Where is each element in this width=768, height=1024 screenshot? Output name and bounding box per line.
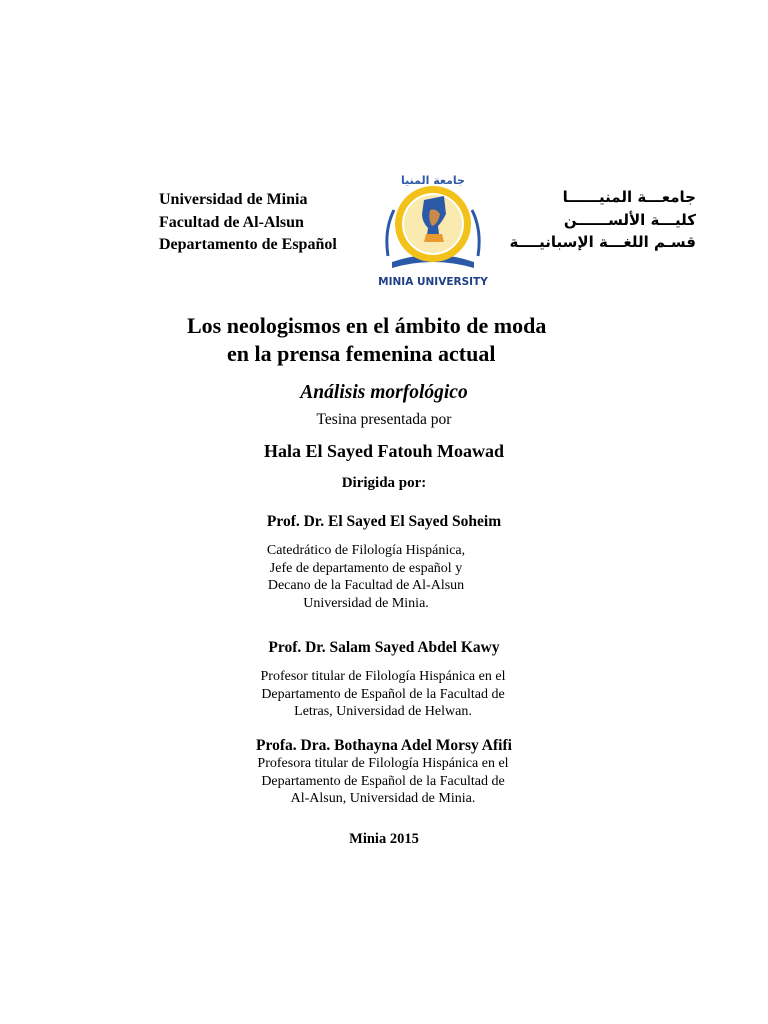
directed-by-label: Dirigida por: xyxy=(341,475,427,491)
advisor-1-affiliation xyxy=(248,542,484,612)
affiliation-line: Profesora titular de Filología Hispánica en el xyxy=(257,756,509,771)
affiliation-line: Departamento de Español de la Facultad de xyxy=(261,773,505,789)
institution-header-arabic xyxy=(510,186,696,254)
affiliation-line: Departamento de Español de la Facultad de xyxy=(261,686,505,702)
advisor-3-affiliation xyxy=(228,755,538,808)
university-name: Universidad de Minia xyxy=(159,191,308,208)
presented-by-label: Tesina presentada por xyxy=(316,411,452,428)
author-name: Hala El Sayed Fatouh Moawad xyxy=(263,441,505,461)
affiliation-line: Al-Alsun, Universidad de Minia. xyxy=(290,791,476,806)
advisor-2-name: Prof. Dr. Salam Sayed Abdel Kawy xyxy=(268,639,500,656)
faculty-name-arabic: كليـــة الألســــــن xyxy=(563,210,696,229)
nefertiti-bust-emblem-icon xyxy=(374,170,492,292)
advisor-2-affiliation xyxy=(228,668,538,721)
affiliation-line: Profesor titular de Filología Hispánica en el xyxy=(260,669,506,684)
thesis-title-line-2: en la prensa femenina actual xyxy=(227,341,496,366)
place-and-date: Minia 2015 xyxy=(349,831,419,847)
department-name-arabic: قسـم اللغـــة الإسبانيــــة xyxy=(509,233,696,251)
logo-top-text: جامعة المنيا xyxy=(401,174,465,187)
affiliation-line: Universidad de Minia. xyxy=(303,595,429,611)
affiliation-line: Decano de la Facultad de Al-Alsun xyxy=(267,578,465,593)
institution-header-spanish xyxy=(159,189,337,257)
affiliation-line: Jefe de departamento de español y xyxy=(269,560,463,576)
affiliation-line: Letras, Universidad de Helwan. xyxy=(294,704,472,719)
advisor-1-name: Prof. Dr. El Sayed El Sayed Soheim xyxy=(266,513,502,530)
affiliation-line: Catedrático de Filología Hispánica, xyxy=(266,543,466,558)
department-name: Departamento de Español xyxy=(159,236,337,253)
logo-bottom-text: MINIA UNIVERSITY xyxy=(378,276,488,288)
thesis-title-line-1: Los neologismos en el ámbito de moda xyxy=(187,313,547,338)
university-logo xyxy=(374,170,492,292)
university-name-arabic: جامعـــة المنيــــــا xyxy=(562,188,696,206)
advisor-3-name: Profa. Dra. Bothayna Adel Morsy Afifi xyxy=(256,737,512,754)
thesis-subtitle: Análisis morfológico xyxy=(300,382,468,403)
faculty-name: Facultad de Al-Alsun xyxy=(159,213,304,231)
